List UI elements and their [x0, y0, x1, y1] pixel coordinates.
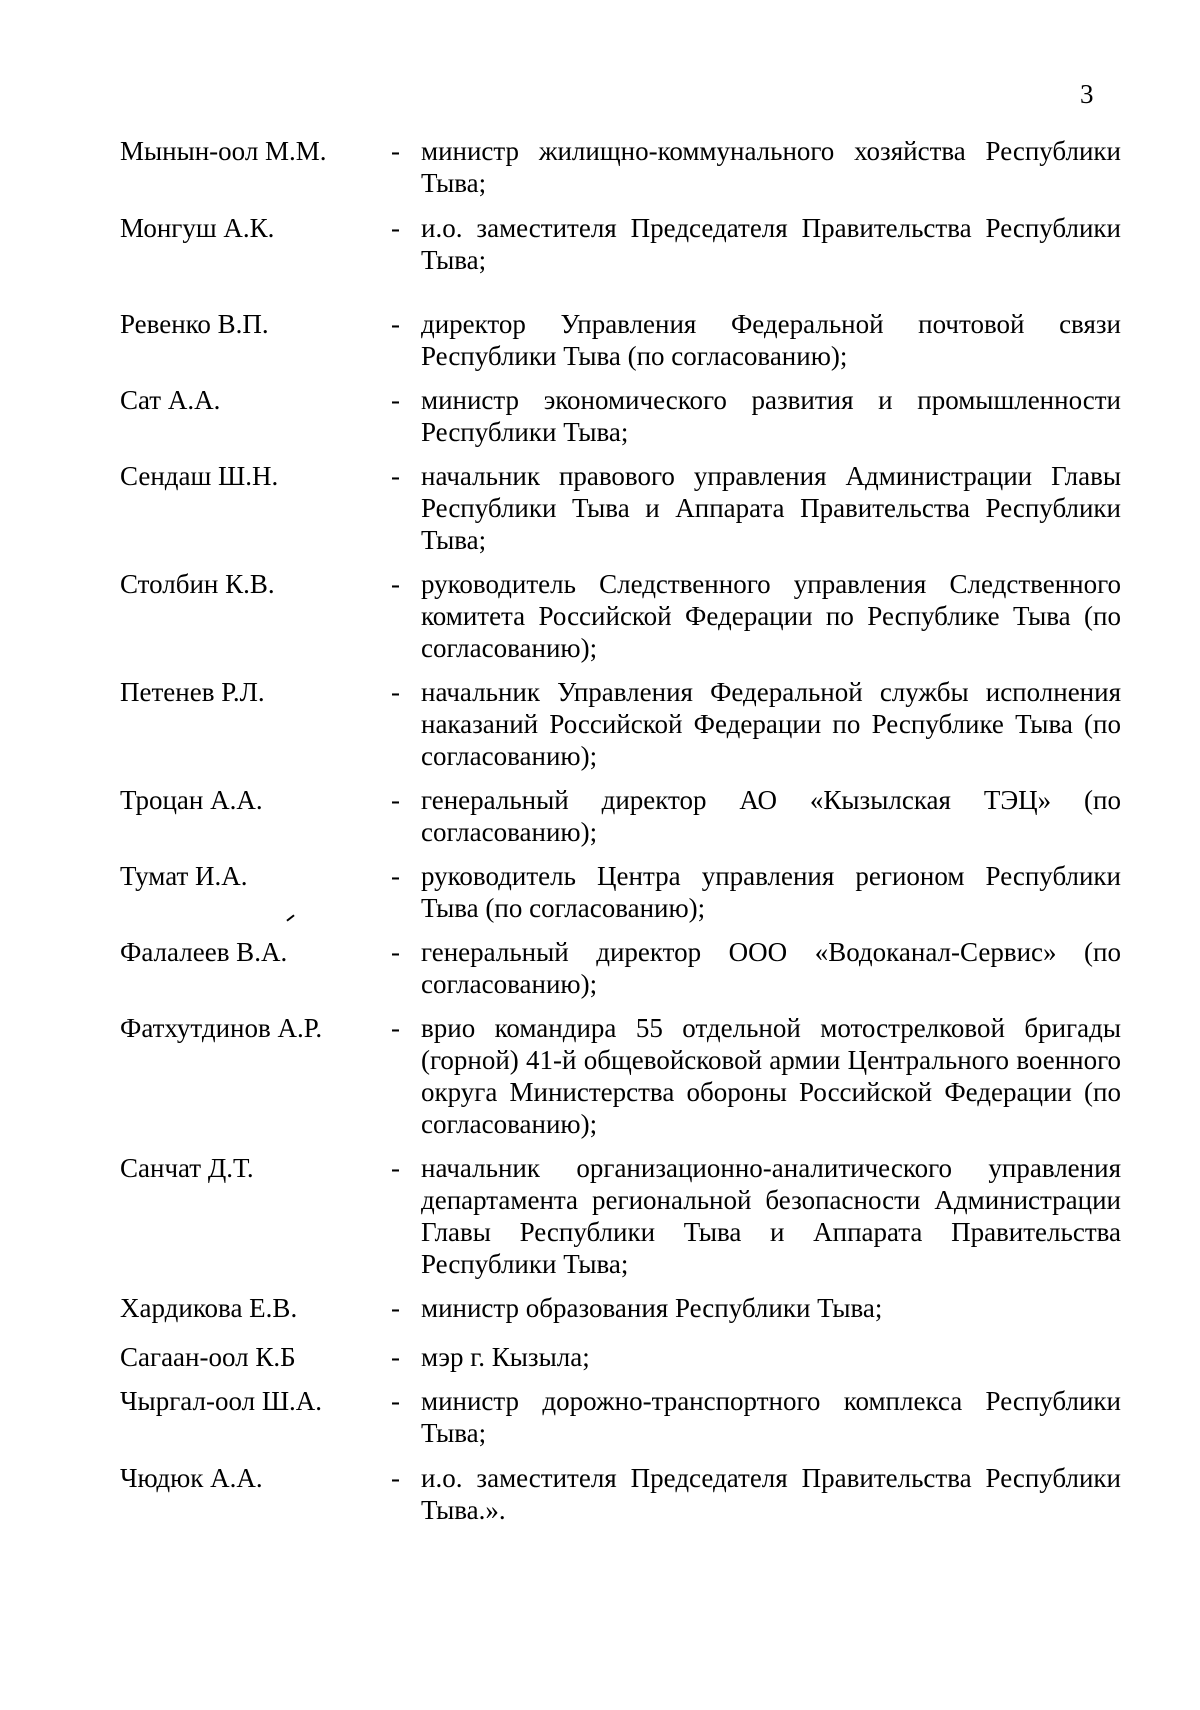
- member-position: врио командира 55 отдельной мотострелковой бригады (горной) 41-й общевойсковой армии Центрального военного округа Министерства обороны Российской Федерации (по согласованию);: [421, 1013, 1121, 1139]
- member-name: Троцан А.А.: [120, 785, 263, 815]
- separator-dash: -: [391, 1293, 400, 1323]
- member-position: министр экономического развития и промышленности Республики Тыва;: [421, 385, 1121, 447]
- member-position: руководитель Центра управления регионом Республики Тыва (по согласованию);: [421, 861, 1121, 923]
- member-position: и.о. заместителя Председателя Правительства Республики Тыва;: [421, 213, 1121, 275]
- page-number: 3: [1080, 79, 1094, 109]
- separator-dash: -: [391, 785, 400, 815]
- member-name: Санчат Д.Т.: [120, 1153, 254, 1183]
- separator-dash: -: [391, 569, 400, 599]
- separator-dash: -: [391, 937, 400, 967]
- member-name: Сендаш Ш.Н.: [120, 461, 279, 491]
- member-name: Монгуш А.К.: [120, 213, 275, 243]
- member-position: начальник организационно-аналитического управления департамента региональной безопасности Администрации Главы Республики Тыва и Аппарата Правительства Республики Тыва;: [421, 1153, 1121, 1279]
- separator-dash: -: [391, 861, 400, 891]
- member-position: мэр г. Кызыла;: [421, 1342, 590, 1372]
- member-name: Сагаан-оол К.Б: [120, 1342, 296, 1372]
- member-name: Петенев Р.Л.: [120, 677, 265, 707]
- member-name: Тумат И.А.: [120, 861, 248, 891]
- member-position: министр дорожно-транспортного комплекса Республики Тыва;: [421, 1386, 1121, 1448]
- member-position: руководитель Следственного управления Следственного комитета Российской Федерации по Республике Тыва (по согласованию);: [421, 569, 1121, 663]
- separator-dash: -: [391, 1342, 400, 1372]
- member-position: и.о. заместителя Председателя Правительства Республики Тыва.».: [421, 1463, 1121, 1525]
- separator-dash: -: [391, 1013, 400, 1043]
- member-name: Фатхутдинов А.Р.: [120, 1013, 323, 1043]
- separator-dash: -: [391, 1386, 400, 1416]
- member-position: директор Управления Федеральной почтовой связи Республики Тыва (по согласованию);: [421, 309, 1121, 371]
- member-name: Чюдюк А.А.: [120, 1463, 263, 1493]
- separator-dash: -: [391, 1153, 400, 1183]
- member-name: Столбин К.В.: [120, 569, 275, 599]
- separator-dash: -: [391, 385, 400, 415]
- separator-dash: -: [391, 136, 400, 166]
- separator-dash: -: [391, 213, 400, 243]
- member-name: Сат А.А.: [120, 385, 221, 415]
- member-name: Ревенко В.П.: [120, 309, 269, 339]
- stray-pen-mark: [286, 914, 294, 921]
- member-name: Фалалеев В.А.: [120, 937, 288, 967]
- member-name: Мынын-оол М.М.: [120, 136, 327, 166]
- member-position: начальник Управления Федеральной службы исполнения наказаний Российской Федерации по Республике Тыва (по согласованию);: [421, 677, 1121, 771]
- member-name: Чыргал-оол Ш.А.: [120, 1386, 323, 1416]
- separator-dash: -: [391, 461, 400, 491]
- separator-dash: -: [391, 1463, 400, 1493]
- member-position: начальник правового управления Администрации Главы Республики Тыва и Аппарата Правительства Республики Тыва;: [421, 461, 1121, 555]
- member-name: Хардикова Е.В.: [120, 1293, 298, 1323]
- separator-dash: -: [391, 309, 400, 339]
- member-position: министр жилищно-коммунального хозяйства Республики Тыва;: [421, 136, 1121, 198]
- member-position: генеральный директор АО «Кызылская ТЭЦ» (по согласованию);: [421, 785, 1121, 847]
- separator-dash: -: [391, 677, 400, 707]
- member-position: генеральный директор ООО «Водоканал-Сервис» (по согласованию);: [421, 937, 1121, 999]
- member-position: министр образования Республики Тыва;: [421, 1293, 883, 1323]
